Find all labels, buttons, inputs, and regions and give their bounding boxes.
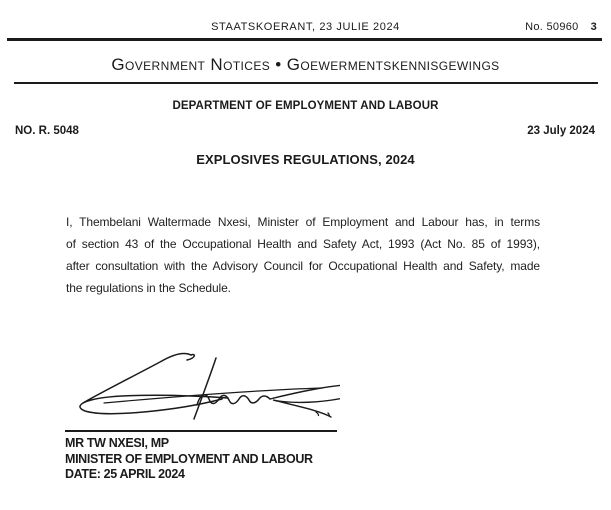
top-rule	[7, 38, 602, 41]
body-line: of section 43 of the Occupational Health and Safety Act, 1993 (Act No. 85 of 1993),	[66, 237, 540, 251]
signatory-role: MINISTER OF EMPLOYMENT AND LABOUR	[65, 451, 313, 466]
page-number: 3	[590, 21, 597, 33]
signatory-date: DATE: 25 APRIL 2024	[65, 467, 185, 481]
masthead-issue	[525, 21, 597, 33]
body-line: the regulations in the Schedule.	[66, 281, 231, 295]
banner-rule	[14, 82, 598, 84]
signature-rule	[65, 430, 337, 432]
signatory-name: MR TW NXESI, MP	[65, 436, 169, 450]
notice-number: NO. R. 5048	[15, 125, 79, 137]
body-line: I, Thembelani Waltermade Nxesi, Minister of Employment and Labour has, in terms	[66, 215, 540, 229]
body-line: after consultation with the Advisory Council for Occupational Health and Safety, made	[66, 259, 540, 273]
signature-image	[70, 348, 340, 426]
notice-date: 23 July 2024	[527, 125, 595, 137]
notice-meta-row	[15, 125, 595, 137]
government-notices-banner: Government Notices • Goewermentskennisgewings	[111, 55, 500, 74]
department-heading: DEPARTMENT OF EMPLOYMENT AND LABOUR	[172, 100, 439, 112]
masthead-title: STAATSKOERANT, 23 JULIE 2024	[211, 21, 400, 33]
regulations-title: EXPLOSIVES REGULATIONS, 2024	[196, 152, 415, 167]
signatory-block	[65, 436, 313, 483]
body-paragraph	[66, 211, 540, 299]
issue-number: No. 50960	[525, 21, 579, 33]
